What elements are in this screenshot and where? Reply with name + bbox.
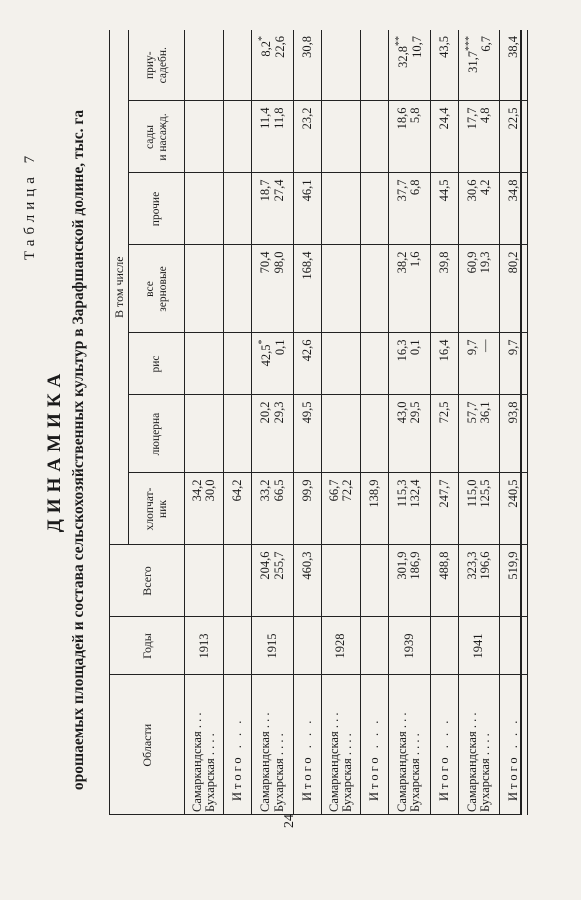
region-names-cell (321, 675, 360, 815)
value-grain: 98,0 (271, 251, 286, 274)
value-alfalfa: 43,0 (395, 401, 410, 424)
value-rice: 16,3 (395, 339, 410, 362)
value-cell-grain (389, 245, 430, 333)
region-data-row (252, 30, 293, 815)
year-cell: 1939 (389, 617, 430, 675)
header-household: приу- садебн. (129, 30, 185, 101)
value-household (341, 36, 354, 101)
value-other: 6,8 (408, 179, 423, 196)
region-name: Бухарская . . . . (408, 733, 423, 812)
total-label: Итого . . . (361, 675, 389, 815)
value-other (328, 180, 341, 245)
value-grain (341, 252, 354, 333)
value-cell-household (321, 30, 360, 101)
value-cell-household (389, 30, 430, 101)
header-total: Всего (110, 545, 185, 617)
year-cell: 1941 (458, 617, 499, 675)
value-cell-cotton (252, 473, 293, 545)
header-other: прочие (129, 173, 185, 245)
value-cotton: 132,4 (408, 479, 423, 508)
total-value-cotton: 247,7 (430, 473, 458, 545)
total-row (293, 30, 321, 815)
value-cell-alfalfa (458, 395, 499, 473)
header-orchards: сады и насажд. (129, 101, 185, 173)
total-label: Итого . . . (293, 675, 321, 815)
total-value-cotton: 99,9 (293, 473, 321, 545)
total-value-other (224, 173, 252, 245)
value-other: 30,6 (464, 179, 479, 202)
total-value-orchards (361, 101, 389, 173)
value-cell-alfalfa (252, 395, 293, 473)
region-name: Бухарская . . . . (478, 733, 493, 812)
value-other: 4,2 (478, 179, 493, 196)
value-household: 32,8** (394, 35, 411, 68)
year-cell-empty (293, 617, 321, 675)
value-household: 6,7 (479, 35, 494, 52)
total-value-household: 30,8 (293, 30, 321, 101)
header-rice: рис (129, 333, 185, 395)
year-cell-empty (430, 617, 458, 675)
total-row (430, 30, 458, 815)
region-names-cell (252, 675, 293, 815)
header-grain: все зерновые (129, 245, 185, 333)
total-value-alfalfa (224, 395, 252, 473)
value-total (341, 552, 354, 617)
value-cell-cotton (321, 473, 360, 545)
value-cell-grain (252, 245, 293, 333)
header-cotton: хлопчат- ник (129, 473, 185, 545)
value-rice: 0,1 (272, 339, 287, 356)
header-of-which: В том числе (110, 30, 129, 545)
value-cell-orchards (252, 101, 293, 173)
year-cell-empty (224, 617, 252, 675)
value-cell-alfalfa (389, 395, 430, 473)
value-cell-other (321, 173, 360, 245)
footnote-mark: *** (463, 35, 475, 51)
value-cell-rice (252, 333, 293, 395)
value-cell-other (185, 173, 224, 245)
value-total: 204,6 (258, 551, 273, 580)
year-cell: 1928 (321, 617, 360, 675)
total-value-cotton: 138,9 (361, 473, 389, 545)
total-value-grain: 80,2 (500, 245, 528, 333)
value-alfalfa (191, 402, 204, 473)
value-total (204, 552, 217, 617)
value-cotton: 115,0 (464, 479, 479, 508)
total-value-rice (224, 333, 252, 395)
total-value-other (361, 173, 389, 245)
value-cell-household (252, 30, 293, 101)
total-value-household (224, 30, 252, 101)
value-rice (204, 340, 217, 395)
value-household: 10,7 (409, 35, 424, 58)
value-orchards: 17,7 (464, 107, 479, 130)
value-grain (328, 252, 341, 333)
value-cell-alfalfa (185, 395, 224, 473)
value-other: 37,7 (395, 179, 410, 202)
value-cell-cotton (389, 473, 430, 545)
total-value-orchards (224, 101, 252, 173)
value-total (328, 552, 341, 617)
value-cell-total (321, 545, 360, 617)
value-orchards: 11,8 (271, 107, 286, 129)
total-label: Итого . . . (224, 675, 252, 815)
value-grain: 1,6 (408, 251, 423, 268)
value-rice (328, 340, 341, 395)
table-subtitle: орошаемых площадей и состава сельскохозяйственных культур в Зарафшанской долине, тыс. га (70, 109, 87, 791)
year-cell: 1915 (252, 617, 293, 675)
value-cell-orchards (389, 101, 430, 173)
value-rice: 9,7 (464, 339, 479, 356)
value-alfalfa (204, 402, 217, 473)
total-value-cotton: 64,2 (224, 473, 252, 545)
value-cotton: 125,5 (478, 479, 493, 508)
table-body (185, 30, 528, 815)
total-value-household: 38,4 (500, 30, 528, 101)
value-orchards: 4,8 (478, 107, 493, 124)
header-region: Области (110, 675, 185, 815)
value-cell-grain (185, 245, 224, 333)
total-value-other: 34,8 (500, 173, 528, 245)
value-alfalfa: 57,7 (464, 401, 479, 424)
total-value-total (224, 545, 252, 617)
value-cell-household (458, 30, 499, 101)
value-household (191, 36, 204, 101)
total-value-total: 460,3 (293, 545, 321, 617)
value-rice (191, 340, 204, 395)
total-value-orchards: 23,2 (293, 101, 321, 173)
region-name: Бухарская . . . . (271, 733, 286, 812)
value-cell-total (252, 545, 293, 617)
header-alfalfa: люцерна (129, 395, 185, 473)
table-title: ДИНАМИКА (44, 367, 65, 533)
total-value-other: 44,5 (430, 173, 458, 245)
region-data-row (185, 30, 224, 815)
value-cotton: 66,5 (271, 479, 286, 502)
value-household: 22,6 (272, 35, 287, 58)
total-value-rice: 9,7 (500, 333, 528, 395)
value-rice: — (478, 339, 493, 352)
region-data-row (389, 30, 430, 815)
value-orchards: 5,8 (408, 107, 423, 124)
value-grain: 19,3 (478, 251, 493, 274)
value-grain (204, 252, 217, 333)
value-cotton: 115,3 (395, 479, 410, 508)
value-orchards (328, 108, 341, 173)
region-names-cell (458, 675, 499, 815)
value-cell-total (389, 545, 430, 617)
total-value-grain: 39,8 (430, 245, 458, 333)
value-total: 301,9 (395, 551, 410, 580)
value-other: 18,7 (258, 179, 273, 202)
irrigation-table (110, 30, 528, 815)
value-cell-alfalfa (321, 395, 360, 473)
table-number: Таблица 7 (22, 150, 38, 260)
value-grain: 38,2 (395, 251, 410, 274)
value-other (204, 180, 217, 245)
value-total: 323,3 (464, 551, 479, 580)
value-alfalfa (341, 402, 354, 473)
total-row (500, 30, 528, 815)
value-orchards (341, 108, 354, 173)
value-orchards (204, 108, 217, 173)
region-name: Самаркандская . . . (395, 712, 410, 812)
value-cell-rice (321, 333, 360, 395)
value-cell-other (458, 173, 499, 245)
value-orchards: 11,4 (258, 107, 273, 129)
total-label: Итого . . . (500, 675, 528, 815)
year-cell-empty (500, 617, 528, 675)
total-value-grain (361, 245, 389, 333)
total-value-alfalfa (361, 395, 389, 473)
value-cell-total (185, 545, 224, 617)
total-value-household (361, 30, 389, 101)
total-value-cotton: 240,5 (500, 473, 528, 545)
region-name: Самаркандская . . . (326, 712, 341, 812)
value-total (191, 552, 204, 617)
value-other (191, 180, 204, 245)
value-household: 8,2* (257, 35, 274, 57)
value-cell-total (458, 545, 499, 617)
total-value-grain: 168,4 (293, 245, 321, 333)
region-name: Самаркандская . . . (190, 712, 204, 812)
region-name: Бухарская . . . . (203, 733, 218, 812)
total-value-orchards: 24,4 (430, 101, 458, 173)
value-household (204, 36, 217, 101)
total-value-rice (361, 333, 389, 395)
value-rice (341, 340, 354, 395)
value-total: 186,9 (408, 551, 423, 580)
total-value-alfalfa: 49,5 (293, 395, 321, 473)
total-value-household: 43,5 (430, 30, 458, 101)
value-cotton: 33,2 (258, 479, 273, 502)
value-alfalfa (328, 402, 341, 473)
total-value-total: 519,9 (500, 545, 528, 617)
value-grain (191, 252, 204, 333)
value-cell-orchards (321, 101, 360, 173)
region-name: Бухарская . . . . (340, 733, 355, 812)
value-grain: 60,9 (464, 251, 479, 274)
total-value-rice: 16,4 (430, 333, 458, 395)
region-name: Самаркандская . . . (464, 712, 479, 812)
value-alfalfa: 20,2 (258, 401, 273, 424)
total-value-total (361, 545, 389, 617)
value-cell-other (252, 173, 293, 245)
total-row (224, 30, 252, 815)
total-value-total: 488,8 (430, 545, 458, 617)
value-household (328, 36, 341, 101)
total-value-rice: 42,6 (293, 333, 321, 395)
total-value-alfalfa: 93,8 (500, 395, 528, 473)
total-value-grain (224, 245, 252, 333)
total-row (361, 30, 389, 815)
value-cell-orchards (458, 101, 499, 173)
footnote-mark: * (257, 35, 269, 41)
value-alfalfa: 29,5 (408, 401, 423, 424)
region-name: Самаркандская . . . (258, 712, 273, 812)
value-orchards (191, 108, 204, 173)
value-rice: 0,1 (408, 339, 423, 356)
page-number: 24 (282, 814, 297, 828)
total-value-alfalfa: 72,5 (430, 395, 458, 473)
value-total: 196,6 (478, 551, 493, 580)
value-cell-rice (458, 333, 499, 395)
value-alfalfa: 29,3 (271, 401, 286, 424)
value-total: 255,7 (271, 551, 286, 580)
value-other: 27,4 (271, 179, 286, 202)
value-cell-cotton (458, 473, 499, 545)
total-value-other: 46,1 (293, 173, 321, 245)
region-data-row (458, 30, 499, 815)
value-cotton: 30,0 (203, 479, 218, 502)
footnote-mark: * (257, 339, 269, 345)
region-names-cell (389, 675, 430, 815)
year-cell-empty (361, 617, 389, 675)
value-cell-grain (321, 245, 360, 333)
value-alfalfa: 36,1 (478, 401, 493, 424)
total-label: Итого . . . (430, 675, 458, 815)
value-cell-orchards (185, 101, 224, 173)
value-cell-other (389, 173, 430, 245)
value-cotton: 66,7 (326, 479, 341, 502)
region-data-row (321, 30, 360, 815)
region-names-cell (185, 675, 224, 815)
value-cotton: 34,2 (190, 479, 204, 502)
value-cell-household (185, 30, 224, 101)
value-cell-cotton (185, 473, 224, 545)
value-orchards: 18,6 (395, 107, 410, 130)
value-other (341, 180, 354, 245)
header-year: Годы (110, 617, 185, 675)
value-cotton: 72,2 (340, 479, 355, 502)
value-cell-grain (458, 245, 499, 333)
total-value-orchards: 22,5 (500, 101, 528, 173)
table-bottom-rule (520, 30, 522, 815)
value-cell-rice (185, 333, 224, 395)
value-household: 31,7*** (463, 35, 480, 73)
value-grain: 70,4 (258, 251, 273, 274)
year-cell: 1913 (185, 617, 224, 675)
footnote-mark: ** (394, 35, 406, 46)
value-rice: 42,5* (257, 339, 274, 367)
value-cell-rice (389, 333, 430, 395)
